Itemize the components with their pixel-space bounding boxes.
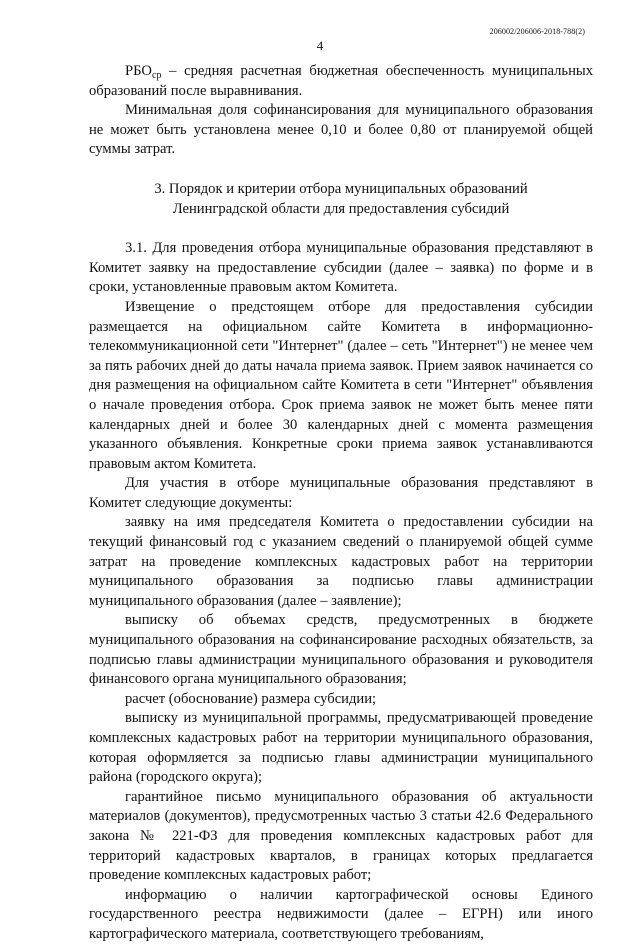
page-number: 4 <box>316 38 324 53</box>
list-item: выписку об объемах средств, предусмотренных в бюджете муниципального образования на софинансирование расходных обязательств, за подписью главы администрации муниципального образования и руководителя финансового органа муниципального образования; <box>89 612 593 688</box>
list-item: заявку на имя председателя Комитета о предоставлении субсидии на текущий финансовый год с указанием сведений о планируемой общей сумме затрат на проведение комплексных кадастровых работ на территории муниципального образования за подписью главы администрации муниципального образования (далее – заявление); <box>89 514 593 609</box>
rbo-text: – средняя расчетная бюджетная обеспеченность муниципальных образований после выравнивания. <box>89 63 593 99</box>
list-item: расчет (обоснование) размера субсидии; <box>125 690 377 707</box>
section-heading-line1: 3. Порядок и критерии отбора муниципальных образований <box>154 180 528 197</box>
list-item: гарантийное письмо муниципального образования об актуальности материалов (документов), предусмотренных частью 3 статьи 42.6 Федерального закона № 221-ФЗ для проведения комплексных кадастровых работ для территорий кадастровых кварталов, в границах которых предлагается проведение комплексных кадастровых работ; <box>89 788 593 884</box>
list-item: выписку из муниципальной программы, предусматривающей проведение комплексных кадастровых работ на территории муниципального образования, которая оформляется за подписью главы администрации муниципального района (городского округа); <box>89 710 593 786</box>
paragraph-notice: Извещение о предстоящем отборе для предоставления субсидии размещается на официальном сайте Комитета в информационно-телекоммуникационной сети "Интернет" (далее – сеть "Интернет") не менее чем за пять рабочих дней до даты начала приема заявок. Прием заявок начинается со дня размещения на официальном сайте Комитета в сети "Интернет" объявления о начале проведения отбора. Срок приема заявок не может быть менее пяти календарных дней и более 30 календарных дней с момента размещения указанного объявления. Конкретные сроки приема заявок устанавливаются правовым актом Комитета. <box>89 298 593 472</box>
paragraph-3-1: 3.1. Для проведения отбора муниципальные образования представляют в Комитет заявку на предоставление субсидии (далее – заявка) по форме и в сроки, установленные правовым актом Комитета. <box>89 240 593 296</box>
section-heading-line2: Ленинградской области для предоставления субсидий <box>172 200 510 217</box>
min-share-paragraph: Минимальная доля софинансирования для муниципального образования не может быть установлена менее 0,10 и более 0,80 от планируемой общей суммы затрат. <box>89 102 593 158</box>
rbo-subscript: ср <box>151 70 162 81</box>
paragraph-documents-intro: Для участия в отборе муниципальные образования представляют в Комитет следующие документы: <box>89 475 593 511</box>
section-heading <box>89 180 593 219</box>
rbo-symbol: РБО <box>125 63 152 79</box>
document-body <box>89 62 593 945</box>
rbo-definition <box>89 62 593 101</box>
list-item: информацию о наличии картографической основы Единого государственного реестра недвижимости (далее – ЕГРН) или иного картографического материала, соответствующего требованиям, <box>89 886 593 942</box>
document-id: 206002/206006-2018-788(2) <box>489 27 585 36</box>
